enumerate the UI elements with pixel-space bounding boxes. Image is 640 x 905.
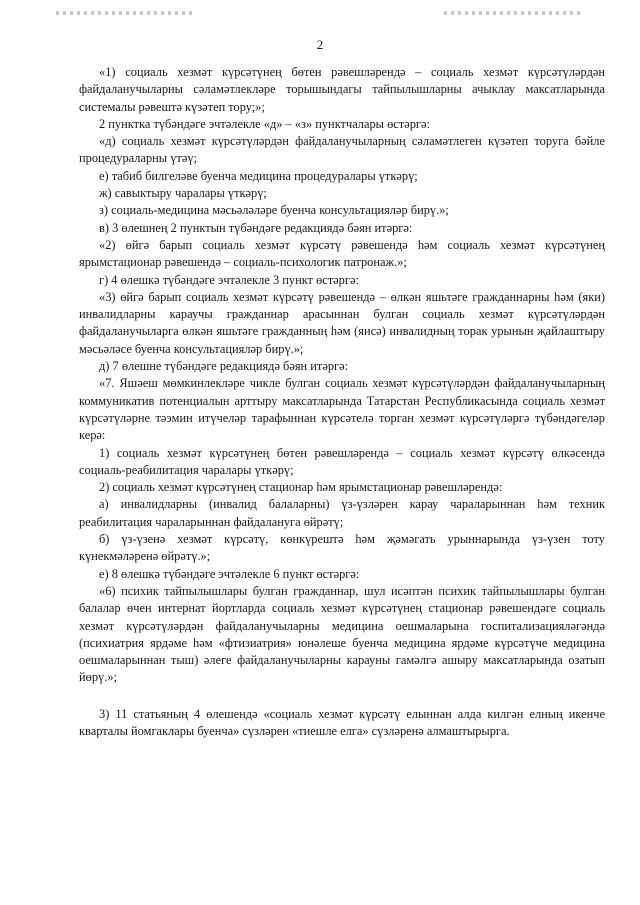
paragraph: 2 пунктка түбәндәге эчтәлекле «д» – «з» пунктчалары өстәргә:: [99, 116, 430, 131]
paragraph: д) 7 өлешне түбәндәге редакциядә бәян итәргә:: [99, 359, 349, 374]
document-body: [79, 64, 605, 740]
header-smudge-right: [444, 11, 584, 15]
paragraph: г) 4 өлешкә түбәндәге эчтәлекле 3 пункт өстәргә:: [99, 272, 359, 287]
paragraph: 3) 11 статьяның 4 өлешендә «социаль хезмәт күрсәтү елыннан алда килгән елның икенче кварталы йомгаклары буенча» сүзләрен «тиешле елга» сүзләренә алмаштырырга.: [79, 706, 605, 738]
page-number: 2: [316, 37, 324, 52]
header-smudge-left: [56, 11, 196, 15]
paragraph: е) 8 өлешкә түбәндәге эчтәлекле 6 пункт өстәргә:: [99, 566, 360, 581]
paragraph: е) табиб билгеләве буенча медицина процедуралары үткәрү;: [99, 168, 418, 183]
paragraph: ж) савыктыру чаралары үткәрү;: [99, 186, 267, 201]
paragraph: б) үз-үзенә хезмәт күрсәтү, көнкүрештә һәм җәмәгать урыннарында үз-үзен тоту күнекмәләренә өйрәтү.»;: [79, 532, 605, 564]
scan-header-artifact: [56, 8, 584, 18]
paragraph: «1) социаль хезмәт күрсәтүнең бөтен рәвешләрендә – социаль хезмәт күрсәтүләрдән файдаланучыларны сәламәтлекләре торышындагы тайпылышларны ачыклау максатларында системалы рәвештә күзәтеп тору;»;: [79, 65, 605, 114]
paragraph: «3) өйгә барып социаль хезмәт күрсәтү рәвешендә – өлкән яшьтәге гражданнарны һәм (яки) инвалидларны караучы гражданнар арасыннан булган социаль хезмәт күрсәтүләрдән файдаланучыларга өлкән яшьтәге гражданның һәм (яисә) инвалидның торак урынын җайлаштыру мәсьәләсе буенча консультацияләр бирү.»;: [79, 289, 605, 356]
paragraph: «д) социаль хезмәт күрсәтүләрдән файдаланучыларның сәламәтлеген күзәтеп торуга бәйле процедураларны үтәү;: [79, 134, 605, 166]
paragraph: з) социаль-медицина мәсьәләләре буенча консультацияләр бирү.»;: [99, 203, 449, 218]
paragraph: «6) психик тайпылышлары булган гражданнар, шул исәптән психик тайпылышлары булган балалар өчен интернат йортларда социаль хезмәт күрсәтүнең стационар рәвешендәге социаль хезмәт күрсәтүләрдән файдаланучыларны медицина оешмаларына госпитализацияләгәндә (психиатрия ярдәме һәм «фтизиатрия» юнәлеше буенча медицина ярдәме күрсәтүче медицина оешмаларыннан тыш) әлеге файдаланучыларны карауны гамәлгә ашыру максатларында озатып йөрү.»;: [79, 583, 605, 685]
paragraph: а) инвалидларны (инвалид балаларны) үз-үзләрен карау чараларыннан һәм техник реабилитация чараларыннан файдалануга өйрәтү;: [79, 497, 605, 529]
paragraph: 1) социаль хезмәт күрсәтүнең бөтен рәвешләрендә – социаль хезмәт күрсәтү өлкәсендә социаль-реабилитация чаралары үткәрү;: [79, 445, 605, 477]
paragraph: «7. Яшәеш мөмкинлекләре чикле булган социаль хезмәт күрсәтүләрдән файдаланучыларның коммуникатив потенциалын арттыру максатларында Татарстан Республикасында социаль хезмәт күрсәтүләрне тәэмин итүчеләр тарафыннан күрсәтелә торган хезмәт күрсәтүләргә түбәндәгеләр керә:: [79, 376, 605, 443]
paragraph: в) 3 өлешнең 2 пунктын түбәндәге редакциядә бәян итәргә:: [99, 220, 413, 235]
paragraph: «2) өйгә барып социаль хезмәт күрсәтү рәвешендә һәм социаль хезмәт күрсәтүнең ярымстационар рәвешендә – социаль-психологик патронаж.»;: [79, 237, 605, 270]
paragraph: 2) социаль хезмәт күрсәтүнең стационар һәм ярымстационар рәвешләрендә:: [99, 480, 503, 495]
